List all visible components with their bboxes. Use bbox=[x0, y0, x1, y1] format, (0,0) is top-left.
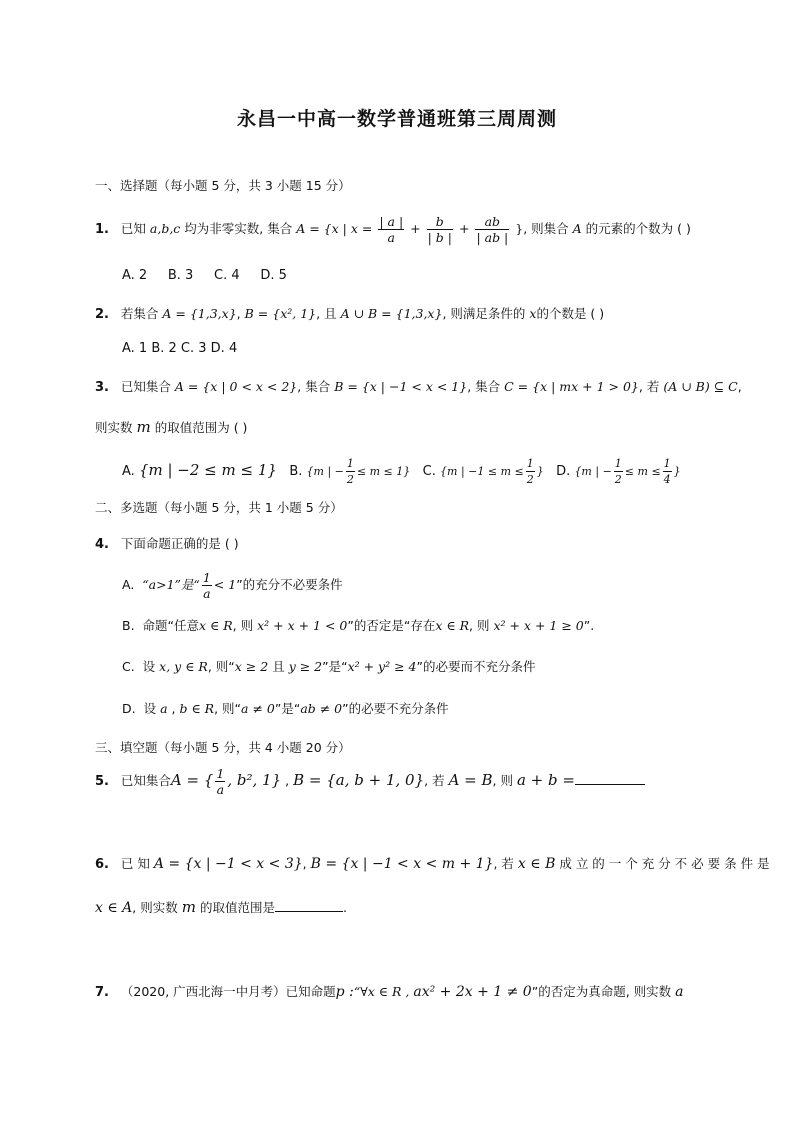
q2-text: , bbox=[236, 306, 241, 321]
q4-text: 下面命题正确的是 ( ) bbox=[120, 536, 239, 551]
question-5: 5. 已知集合A = { $\frac{1}{a}$ , b², 1} , B = {a, b + 1, 0}, 若 A = B, 则 a + b = bbox=[95, 760, 645, 802]
option-c: C. 设 x, y ∈ R, 则“x ≥ 2 且 y ≥ 2”是“x² + y² ≥ 4”的必要而不充分条件 bbox=[122, 659, 536, 674]
question-number: 5. bbox=[95, 774, 109, 789]
q1-text: , 则集合 bbox=[523, 221, 569, 236]
fraction: $\frac{b}{| b |}$ bbox=[427, 214, 452, 245]
page-title: 永昌一中高一数学普通班第三周周测 bbox=[236, 108, 557, 130]
option-b: B. {m | − $\frac{1}{2}$ ≤ m ≤ 1} bbox=[289, 457, 411, 486]
question-number: 2. bbox=[95, 307, 109, 322]
q2-text: , 且 bbox=[316, 306, 337, 321]
q3-text: , 若 bbox=[638, 379, 660, 394]
q3-math: B = {x | −1 < x < 1} bbox=[334, 379, 468, 394]
option-a: A. 2 bbox=[122, 268, 148, 283]
q2-text: , 则满足条件的 bbox=[442, 306, 526, 321]
q3-math: (A ∪ B) ⊆ C bbox=[663, 379, 738, 394]
question-2 bbox=[95, 304, 604, 322]
question-number: 7. bbox=[95, 985, 109, 1000]
q1-math-A: A bbox=[572, 221, 582, 236]
option-c: C. {m | −1 ≤ m ≤ $\frac{1}{2}$ } bbox=[422, 457, 544, 486]
q1-math-close: } bbox=[515, 221, 524, 236]
option-c: C. 4 bbox=[214, 268, 240, 283]
question-number: 6. bbox=[95, 857, 109, 872]
q2-text: 若集合 bbox=[120, 306, 159, 321]
q2-text: 的个数是 ( ) bbox=[536, 306, 605, 321]
q3-text: 已知集合 bbox=[120, 379, 171, 394]
q2-math: A = {1,3,x} bbox=[162, 306, 237, 321]
question-3 bbox=[95, 377, 742, 395]
option-list bbox=[122, 452, 681, 490]
option-list: A. 1 B. 2 C. 3 D. 4 bbox=[122, 341, 238, 356]
question-4 bbox=[95, 534, 239, 552]
option-d: D. {m | − $\frac{1}{2}$ ≤ m ≤ $\frac{1}{4}$ } bbox=[556, 457, 681, 486]
q1-text: 均为非零实数, 集合 bbox=[184, 221, 293, 236]
q3-text: , bbox=[737, 379, 742, 394]
option-list bbox=[122, 268, 287, 283]
question-6: 6. 已 知 A = {x | −1 < x < 3}, B = {x | −1 < x < m + 1}, 若 x ∈ B 成 立 的 一 个 充 分 不 必 要 条 件 是 bbox=[95, 856, 770, 872]
option-b: B. 命题“任意x ∈ R, 则 x² + x + 1 < 0”的否定是“存在x ∈ R, 则 x² + x + 1 ≥ 0”. bbox=[122, 618, 595, 633]
section-heading-fill: 三、填空题（每小题 5 分，共 4 小题 20 分） bbox=[95, 740, 351, 755]
fraction: $\frac{| a |}{a}$ bbox=[379, 214, 404, 245]
q1-math-vars: a,b,c bbox=[149, 221, 181, 236]
question-7: 7. （2020, 广西北海一中月考）已知命题p :“∀x ∈ R , ax² + 2x + 1 ≠ 0”的否定为真命题, 则实数 a bbox=[95, 984, 684, 1000]
q1-text: 的元素的个数为 ( ) bbox=[585, 221, 691, 236]
q1-math-set: A = {x | x = bbox=[296, 221, 373, 236]
q2-math: B = {x², 1} bbox=[244, 306, 317, 321]
question-1: 1. 已知 a,b,c 均为非零实数, 集合 A = {x | x = $\frac{| a |}{a}$ + $\frac{b}{| b |}$ + $\frac{ab}{| ab |}$ }, 则集合 A 的元素的个数为 ( ) bbox=[95, 214, 691, 245]
section-heading-choice: 一、选择题（每小题 5 分，共 3 小题 15 分） bbox=[95, 178, 351, 193]
q3-text: 则实数 bbox=[95, 420, 133, 435]
question-number: 1. bbox=[95, 222, 109, 237]
question-number: 3. bbox=[95, 380, 109, 395]
q2-math: x bbox=[529, 306, 537, 321]
option-a: A. “a>1”是“ $\frac{1}{a}$ < 1”的充分不必要条件 bbox=[122, 570, 343, 601]
q3-math: A = {x | 0 < x < 2} bbox=[174, 379, 298, 394]
option-d: D. 5 bbox=[260, 268, 287, 283]
q3-math: C = {x | mx + 1 > 0} bbox=[504, 379, 639, 394]
q2-math: A ∪ B = {1,3,x} bbox=[340, 306, 443, 321]
section-heading-multi: 二、多选题（每小题 5 分，共 1 小题 5 分） bbox=[95, 500, 343, 515]
option-d: D. 设 a , b ∈ R, 则“a ≠ 0”是“ab ≠ 0”的必要不充分条件 bbox=[122, 701, 449, 716]
option-b: B. 3 bbox=[167, 268, 194, 283]
question-6-line-2: x ∈ A, 则实数 m 的取值范围是 . bbox=[95, 898, 347, 916]
q1-text: 已知 bbox=[120, 221, 146, 236]
answer-blank[interactable] bbox=[275, 911, 343, 912]
q3-text: 的取值范围为 ( ) bbox=[154, 420, 248, 435]
q3-text: , 集合 bbox=[467, 379, 501, 394]
question-3-line-2 bbox=[95, 418, 247, 436]
q3-math: m bbox=[136, 418, 151, 436]
option-a: A. {m | −2 ≤ m ≤ 1} bbox=[122, 461, 277, 479]
question-number: 4. bbox=[95, 537, 109, 552]
q3-text: , 集合 bbox=[297, 379, 331, 394]
answer-blank[interactable] bbox=[575, 784, 645, 785]
fraction: $\frac{ab}{| ab |}$ bbox=[476, 214, 509, 245]
